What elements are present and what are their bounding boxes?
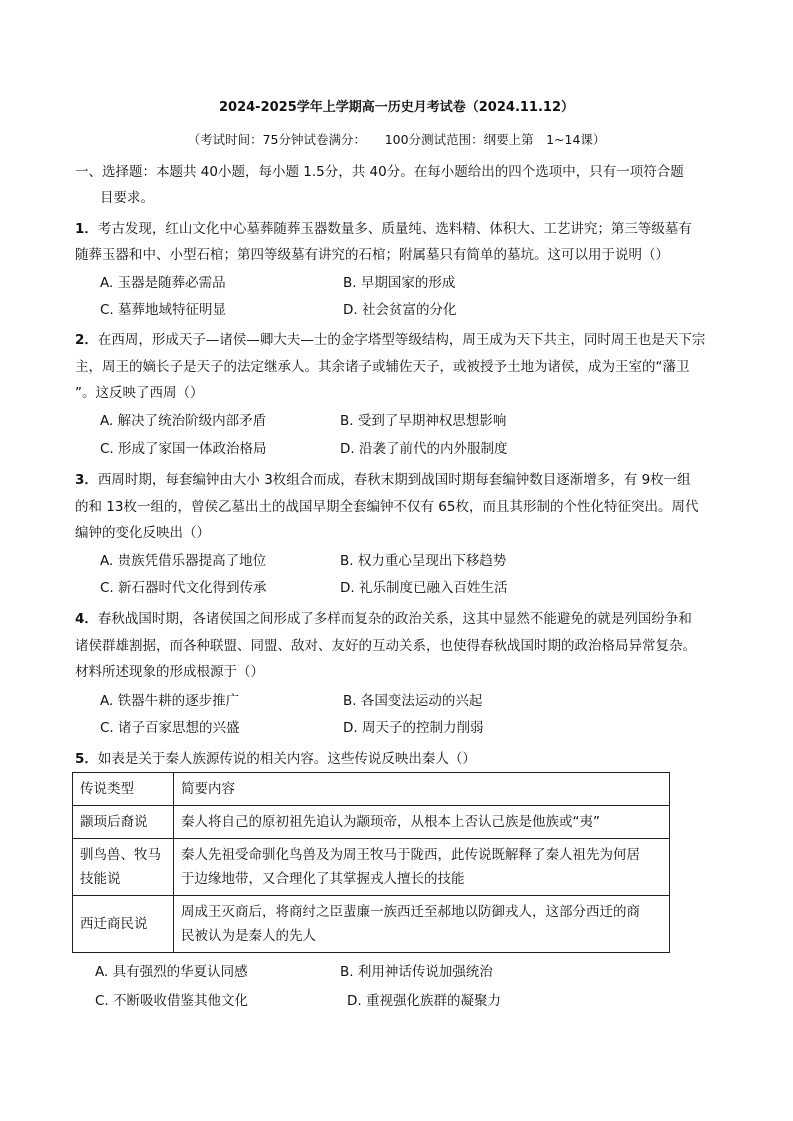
q5-stem-line1 <box>75 747 476 767</box>
q2-number: 2． <box>75 332 98 348</box>
q5-legend-table <box>72 772 670 953</box>
q2-option-d: D. 沿袭了前代的内外服制度 <box>340 441 508 457</box>
q2-stem-text1: 在西周，形成天子—诸侯—卿大夫—士的金字塔型等级结构，周王成为天下共主，同时周王也是天下宗 <box>97 332 706 348</box>
q1-option-a: A. 玉器是随葬必需品 <box>100 275 226 291</box>
table-cell-content-line2: 民被认为是秦人的先人 <box>181 928 316 944</box>
q1-option-b: B. 早期国家的形成 <box>343 275 456 291</box>
table-cell-content: 秦人将自己的原初祖先追认为颛顼帝，从根本上否认己族是他族或“夷” <box>174 806 670 839</box>
q4-stem-text1: 春秋战国时期，各诸侯国之间形成了多样而复杂的政治关系，这其中显然不能避免的就是列国纷争和 <box>97 611 692 627</box>
q5-number: 5． <box>75 751 98 767</box>
q4-stem-line3: 材料所述现象的形成根源于（） <box>75 664 264 680</box>
q2-option-b: B. 受到了早期神权思想影响 <box>340 413 507 429</box>
q3-option-a: A. 贵族凭借乐器提高了地位 <box>100 553 267 569</box>
table-cell-content-line2: 于边缘地带，又合理化了其掌握戎人擅长的技能 <box>181 871 465 887</box>
q4-option-a: A. 铁器牛耕的逐步推广 <box>100 693 240 709</box>
q4-stem-line1 <box>75 607 692 627</box>
q4-option-b: B. 各国变法运动的兴起 <box>343 693 483 709</box>
q2-option-c: C. 形成了家国一体政治格局 <box>100 441 267 457</box>
q1-number: 1． <box>75 221 98 237</box>
q3-option-c: C. 新石器时代文化得到传承 <box>100 580 267 596</box>
table-header-row <box>73 773 670 806</box>
table-cell-content-line1: 秦人先祖受命驯化鸟兽及为周王牧马于陇西，此传说既解释了秦人祖先为何居 <box>181 847 640 863</box>
q2-stem-line1 <box>75 328 705 348</box>
q1-stem-line1 <box>75 217 692 237</box>
exam-title: 2024-2025学年上学期高一历史月考试卷（2024.11.12） <box>219 100 574 115</box>
q3-number: 3． <box>75 472 98 488</box>
q5-option-d: D. 重视强化族群的凝聚力 <box>347 993 501 1009</box>
section-instruction-line2: 目要求。 <box>100 190 154 206</box>
table-cell-content-line1: 周成王灭商后，将商纣之臣蜚廉一族西迁至郝地以防御戎人，这部分西迁的商 <box>181 904 640 920</box>
table-cell-type: 西迁商民说 <box>73 896 174 953</box>
q2-stem-line3: ”。这反映了西周（） <box>75 385 204 401</box>
q3-stem-line2: 的和 13枚一组的，曾侯乙墓出土的战国早期全套编钟不仅有 65枚，而且其形制的个性化特征突出。周代 <box>75 499 699 515</box>
q2-option-a: A. 解决了统治阶级内部矛盾 <box>100 413 267 429</box>
q1-option-c: C. 墓葬地域特征明显 <box>100 302 227 318</box>
q3-option-b: B. 权力重心呈现出下移趋势 <box>340 553 507 569</box>
table-row <box>73 839 670 896</box>
table-cell-type: 颛顼后裔说 <box>73 806 174 839</box>
q5-option-a: A. 具有强烈的华夏认同感 <box>95 964 248 980</box>
table-cell-content <box>174 839 670 896</box>
table-cell-type: 驯鸟兽、牧马技能说 <box>73 839 174 896</box>
q4-number: 4． <box>75 611 98 627</box>
q3-stem-line1 <box>75 468 691 488</box>
q3-stem-line3: 编钟的变化反映出（） <box>75 525 210 541</box>
section-instruction-line1: 一、选择题：本题共 40小题，每小题 1.5分，共 40分。在每小题给出的四个选项中，只有一项符合题 <box>75 164 684 180</box>
exam-subtitle: （考试时间：75分钟试卷满分： 100分测试范围：纲要上第 1~14课） <box>187 132 606 147</box>
q4-option-d: D. 周天子的控制力削弱 <box>343 720 484 736</box>
q4-stem-line2: 诸侯群雄割据，而各种联盟、同盟、敌对、友好的互动关系，也使得春秋战国时期的政治格局异常复杂。 <box>75 638 696 654</box>
table-row <box>73 806 670 839</box>
q5-option-c: C. 不断吸收借鉴其他文化 <box>95 993 249 1009</box>
q5-option-b: B. 利用神话传说加强统治 <box>340 964 493 980</box>
q1-stem-line2: 随葬玉器和中、小型石棺；第四等级墓有讲究的石棺；附属墓只有简单的墓坑。这可以用于说明（） <box>75 247 669 263</box>
q5-stem-text1: 如表是关于秦人族源传说的相关内容。这些传说反映出秦人（） <box>97 751 476 767</box>
table-header-type: 传说类型 <box>73 773 174 806</box>
q1-option-d: D. 社会贫富的分化 <box>343 302 457 318</box>
q3-stem-text1: 西周时期，每套编钟由大小 3枚组合而成，春秋末期到战国时期每套编钟数目逐渐增多，有 9枚一组 <box>97 472 691 488</box>
table-header-content: 简要内容 <box>174 773 670 806</box>
q2-stem-line2: 主，周王的嫡长子是天子的法定继承人。其余诸子或辅佐天子，或被授予土地为诸侯，成为王室的“藩卫 <box>75 359 690 375</box>
table-row <box>73 896 670 953</box>
table-cell-content <box>174 896 670 953</box>
q1-stem-text1: 考古发现，红山文化中心墓葬随葬玉器数量多、质量纯、选料精、体积大、工艺讲究；第三等级墓有 <box>97 221 692 237</box>
q4-option-c: C. 诸子百家思想的兴盛 <box>100 720 240 736</box>
q3-option-d: D. 礼乐制度已融入百姓生活 <box>340 580 508 596</box>
